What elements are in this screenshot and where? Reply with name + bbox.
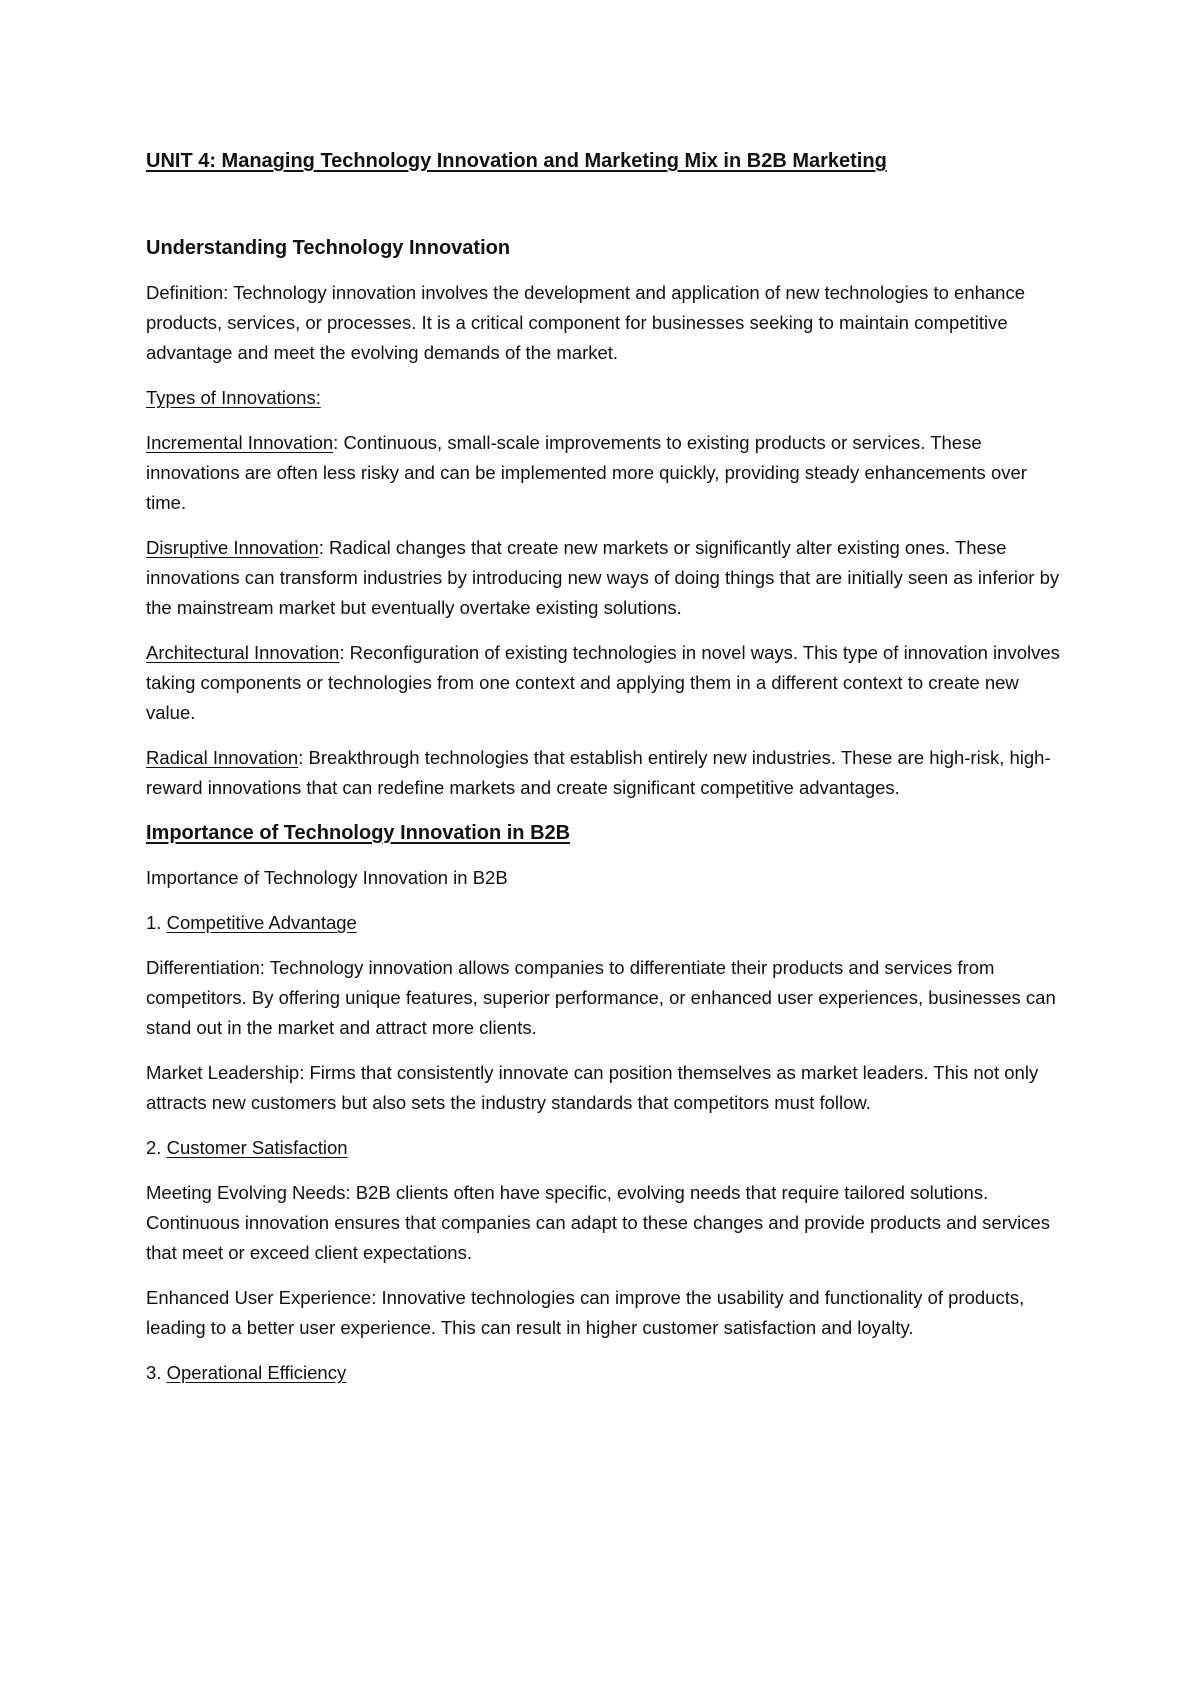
body-paragraph: Differentiation: Technology innovation allows companies to differentiate their products and services from competitors. By offering unique features, superior performance, or enhanced user experiences, businesses can stand out in the market and attract more clients.: [146, 957, 1056, 1038]
list-number: 1.: [146, 912, 167, 933]
innovation-type-name: Radical Innovation: [146, 747, 299, 768]
section-heading-importance: Importance of Technology Innovation in B2B: [146, 822, 571, 844]
body-paragraph: Enhanced User Experience: Innovative technologies can improve the usability and functionality of products, leading to a better user experience. This can result in higher customer satisfaction and loyalty.: [146, 1287, 1025, 1338]
innovation-type-text: : Reconfiguration of existing technologies in novel ways. This type of innovation involves taking components or technologies from one context and applying them in a different context to create new value.: [146, 642, 1060, 723]
innovation-type-disruptive: [146, 533, 1066, 623]
innovation-type-incremental: [146, 428, 1066, 518]
list-title: Customer Satisfaction: [166, 1137, 348, 1158]
list-number: 2.: [146, 1137, 167, 1158]
section-heading-understanding: Understanding Technology Innovation: [146, 237, 511, 259]
innovation-type-name: Incremental Innovation: [146, 432, 334, 453]
innovation-type-text: : Continuous, small-scale improvements to existing products or services. These innovations are often less risky and can be implemented more quickly, providing steady enhancements over time.: [146, 432, 1027, 513]
innovation-type-name: Architectural Innovation: [146, 642, 340, 663]
definition-paragraph: Definition: Technology innovation involves the development and application of new technologies to enhance products, services, or processes. It is a critical component for businesses seeking to maintain competitive advantage and meet the evolving demands of the market.: [146, 282, 1026, 363]
body-paragraph: Meeting Evolving Needs: B2B clients often have specific, evolving needs that require tailored solutions. Continuous innovation ensures that companies can adapt to these changes and provide products and services that meet or exceed client expectations.: [146, 1182, 1050, 1263]
list-title: Competitive Advantage: [166, 912, 357, 933]
body-paragraph: Market Leadership: Firms that consistently innovate can position themselves as market leaders. This not only attracts new customers but also sets the industry standards that competitors must follow.: [146, 1062, 1039, 1113]
innovation-type-name: Disruptive Innovation: [146, 537, 319, 558]
innovation-type-radical: [146, 743, 1066, 803]
list-item-heading: [146, 908, 1066, 938]
types-label: Types of Innovations:: [146, 387, 321, 408]
innovation-type-text: : Breakthrough technologies that establish entirely new industries. These are high-risk, high-reward innovations that can redefine markets and create significant competitive advantages.: [146, 747, 1051, 798]
innovation-type-architectural: [146, 638, 1066, 728]
list-item-heading: [146, 1133, 1066, 1163]
document-page: [146, 146, 1066, 1403]
list-number: 3.: [146, 1362, 167, 1383]
importance-intro: Importance of Technology Innovation in B2B: [146, 867, 508, 888]
innovation-type-text: : Radical changes that create new markets or significantly alter existing ones. These innovations can transform industries by introducing new ways of doing things that are initially seen as inferior by the mainstream market but eventually overtake existing solutions.: [146, 537, 1060, 618]
list-title: Operational Efficiency: [166, 1362, 347, 1383]
document-title: UNIT 4: Managing Technology Innovation and Marketing Mix in B2B Marketing: [146, 150, 887, 172]
list-item-heading: [146, 1358, 1066, 1388]
